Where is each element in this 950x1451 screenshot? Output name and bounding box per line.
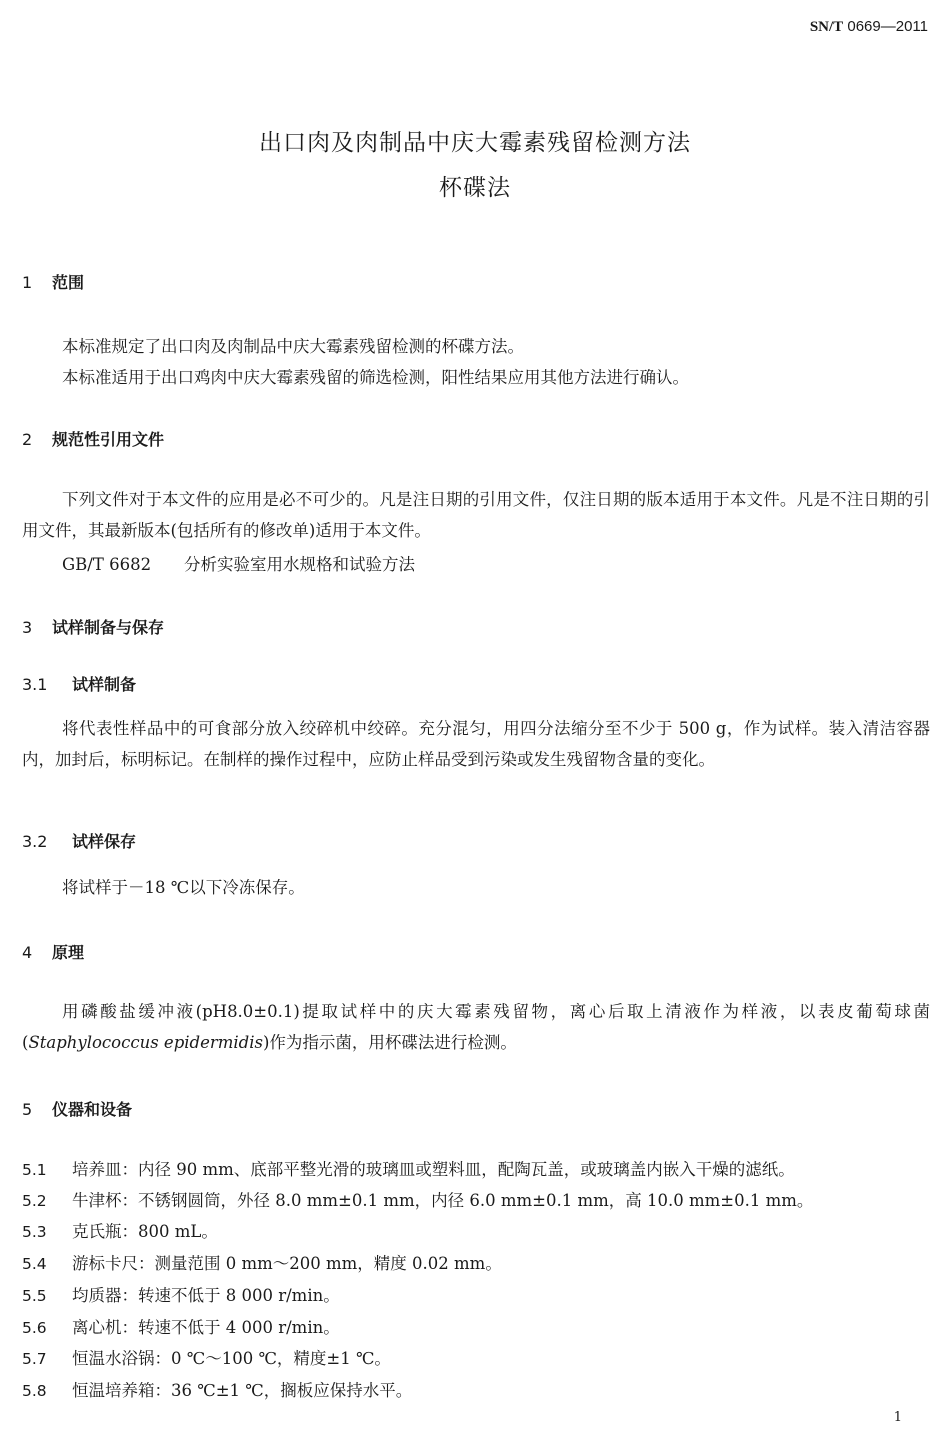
- standard-number: 0669—2011: [847, 18, 928, 35]
- section-number: 1: [22, 273, 33, 292]
- section-number: 2: [22, 430, 33, 449]
- document-title: 出口肉及肉制品中庆大霉素残留检测方法: [259, 130, 691, 156]
- item-text: 恒温水浴锅：0 ℃～100 ℃，精度±1 ℃。: [72, 1349, 391, 1368]
- section-1-heading: [22, 270, 84, 293]
- item-number: 5.5: [22, 1287, 47, 1305]
- item-number: 5.4: [22, 1255, 47, 1273]
- section-5-heading: [22, 1097, 132, 1120]
- list-item: [22, 1345, 391, 1369]
- section-title: 仪器和设备: [52, 1100, 133, 1119]
- item-number: 5.2: [22, 1192, 47, 1210]
- text-run: )作为指示菌，用杯碟法进行检测。: [262, 1033, 517, 1052]
- item-text: 克氏瓶：800 mL。: [72, 1222, 218, 1241]
- item-text: 游标卡尺：测量范围 0 mm～200 mm，精度 0.02 mm。: [72, 1254, 502, 1273]
- paragraph: 下列文件对于本文件的应用是必不可少的。凡是注日期的引用文件，仅注日期的版本适用于本文件。凡是不注日期的引用文件，其最新版本(包括所有的修改单)适用于本文件。: [22, 490, 930, 540]
- item-text: 恒温培养箱：36 ℃±1 ℃，搁板应保持水平。: [72, 1381, 413, 1400]
- subsection-3-1-heading: [22, 672, 136, 695]
- item-number: 5.7: [22, 1350, 47, 1368]
- list-item: [22, 1250, 502, 1274]
- latin-name: Staphylococcus epidermidis: [28, 1033, 263, 1052]
- list-item: [22, 1282, 340, 1306]
- section-4-heading: [22, 940, 84, 963]
- subsection-number: 3.2: [22, 832, 48, 851]
- list-item: [22, 1314, 340, 1338]
- section-title: 原理: [52, 943, 85, 962]
- item-text: 离心机：转速不低于 4 000 r/min。: [72, 1318, 340, 1337]
- paragraph: 将试样于－18 ℃以下冷冻保存。: [62, 878, 305, 897]
- item-number: 5.6: [22, 1319, 47, 1337]
- list-item: [22, 1377, 412, 1401]
- paragraph: [22, 996, 930, 1058]
- section-3-heading: [22, 615, 164, 638]
- standard-prefix: SN/T: [809, 19, 844, 35]
- text-run: 用磷酸盐缓冲液(pH8.0±0.1)提取试样中的庆大霉素残留物，离心后取上清液作为样液，以表皮葡萄球菌(: [22, 1002, 930, 1052]
- list-item: [22, 1218, 218, 1242]
- paragraph: 本标准适用于出口鸡肉中庆大霉素残留的筛选检测，阳性结果应用其他方法进行确认。: [62, 368, 689, 387]
- item-text: 均质器：转速不低于 8 000 r/min。: [72, 1286, 340, 1305]
- item-number: 5.8: [22, 1382, 47, 1400]
- section-title: 规范性引用文件: [52, 430, 165, 449]
- section-title: 试样制备与保存: [52, 618, 165, 637]
- item-text: 培养皿：内径 90 mm、底部平整光滑的玻璃皿或塑料皿，配陶瓦盖，或玻璃盖内嵌入干燥的滤纸。: [72, 1160, 795, 1179]
- reference-code: GB/T 6682: [62, 555, 152, 574]
- subsection-title: 试样保存: [72, 832, 137, 851]
- paragraph: 将代表性样品中的可食部分放入绞碎机中绞碎。充分混匀，用四分法缩分至不少于 500 g，作为试样。装入清洁容器内，加封后，标明标记。在制样的操作过程中，应防止样品受到污染或发生残留物含量的变化。: [22, 719, 930, 769]
- section-number: 5: [22, 1100, 33, 1119]
- list-item: [22, 1187, 813, 1211]
- item-number: 5.3: [22, 1223, 47, 1241]
- section-title: 范围: [52, 273, 85, 292]
- item-text: 牛津杯：不锈钢圆筒，外径 8.0 mm±0.1 mm，内径 6.0 mm±0.1 mm，高 10.0 mm±0.1 mm。: [72, 1191, 814, 1210]
- section-number: 3: [22, 618, 33, 637]
- item-number: 5.1: [22, 1161, 47, 1179]
- list-item: [22, 1156, 795, 1180]
- document-subtitle: 杯碟法: [439, 175, 511, 201]
- normative-reference: [62, 551, 415, 575]
- subsection-3-2-heading: [22, 829, 136, 852]
- section-2-heading: [22, 427, 164, 450]
- page-number: 1: [893, 1410, 902, 1425]
- subsection-title: 试样制备: [72, 675, 137, 694]
- section-number: 4: [22, 943, 33, 962]
- reference-title: 分析实验室用水规格和试验方法: [184, 555, 415, 574]
- subsection-number: 3.1: [22, 675, 48, 694]
- standard-code: [810, 18, 928, 36]
- paragraph: 本标准规定了出口肉及肉制品中庆大霉素残留检测的杯碟方法。: [62, 337, 524, 356]
